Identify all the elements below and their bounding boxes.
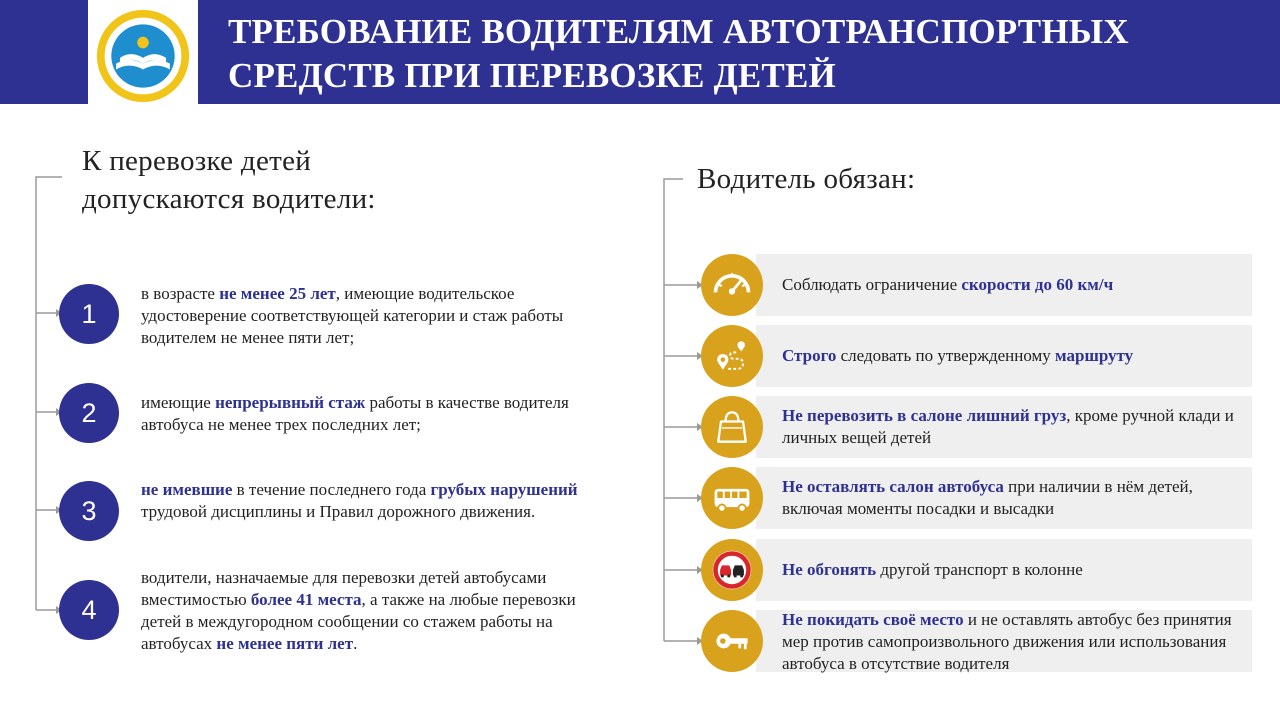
highlighted-text: непрерывный стаж: [215, 393, 366, 412]
requirement-number-1: 1: [59, 284, 119, 344]
drivers-allowed-heading-line-1: К перевозке детей: [82, 145, 312, 177]
no-overtaking-sign-icon: [701, 539, 763, 601]
requirement-text-4: [141, 567, 611, 655]
text-segment: другой транспорт в колонне: [876, 560, 1083, 579]
bus-icon: [701, 467, 763, 529]
drivers-allowed-heading: [82, 142, 482, 218]
duty-text-2: [782, 345, 1242, 367]
text-segment: работы в качестве водителя автобуса не менее трех последних лет;: [141, 393, 569, 434]
highlighted-text: не имевшие: [141, 480, 233, 499]
requirement-number-3: 3: [59, 481, 119, 541]
duty-text-3: [782, 405, 1242, 449]
highlighted-text: более 41 места: [250, 590, 362, 609]
text-segment: и не оставлять автобус без принятия мер против самопроизвольного движения или использования автобуса в отсутствие водителя: [782, 610, 1232, 673]
speedometer-icon: [701, 254, 763, 316]
requirement-number-4: 4: [59, 580, 119, 640]
page-title-line-2: СРЕДСТВ ПРИ ПЕРЕВОЗКЕ ДЕТЕЙ: [228, 56, 836, 95]
duty-text-6: [782, 609, 1242, 675]
requirement-text-2: [141, 392, 611, 436]
requirement-text-3: [141, 479, 611, 523]
text-segment: Соблюдать ограничение: [782, 275, 962, 294]
text-segment: в возрасте: [141, 284, 220, 303]
requirement-text-1: [141, 283, 611, 349]
highlighted-text: не менее пяти лет: [216, 634, 354, 653]
duty-text-4: [782, 476, 1242, 520]
text-segment: в течение последнего года: [232, 480, 431, 499]
duty-text-1: [782, 274, 1242, 296]
requirement-number-2: 2: [59, 383, 119, 443]
driver-duties-heading: Водитель обязан:: [697, 163, 916, 195]
text-segment: , имеющие водительское удостоверение соответствующей категории и стаж работы водителем не менее пяти лет;: [141, 284, 564, 347]
text-segment: , кроме ручной клади и личных вещей детей: [782, 406, 1234, 447]
highlighted-text: Не перевозить в салоне лишний груз: [782, 406, 1067, 425]
text-segment: .: [353, 634, 358, 653]
text-segment: следовать по утвержденному: [836, 346, 1056, 365]
highlighted-text: скорости до 60 км/ч: [961, 275, 1114, 294]
highlighted-text: Не оставлять салон автобуса: [782, 477, 1004, 496]
highlighted-text: Не обгонять: [782, 560, 877, 579]
highlighted-text: Строго: [782, 346, 837, 365]
highlighted-text: не менее 25 лет: [219, 284, 336, 303]
text-segment: водители, назначаемые для перевозки детей автобусами вместимостью: [141, 568, 547, 609]
drivers-allowed-heading-line-2: допускаются водители:: [82, 183, 376, 215]
highlighted-text: грубых нарушений: [430, 480, 578, 499]
shopping-bag-icon: [701, 396, 763, 458]
duty-text-5: [782, 559, 1242, 581]
text-segment: при наличии в нём детей, включая моменты посадки и высадки: [782, 477, 1193, 518]
highlighted-text: маршруту: [1055, 346, 1134, 365]
route-map-icon: [701, 325, 763, 387]
text-segment: , а также на любые перевозки детей в междугородном сообщении со стажем работы на автобусах: [141, 590, 576, 653]
highlighted-text: Не покидать своё место: [782, 610, 964, 629]
ministry-seal-book-icon: [95, 8, 191, 104]
page-title-line-1: ТРЕБОВАНИЕ ВОДИТЕЛЯМ АВТОТРАНСПОРТНЫХ: [228, 12, 1129, 51]
text-segment: имеющие: [141, 393, 216, 412]
key-icon: [701, 610, 763, 672]
text-segment: трудовой дисциплины и Правил дорожного движения.: [141, 502, 536, 521]
page-title: [228, 10, 1268, 98]
